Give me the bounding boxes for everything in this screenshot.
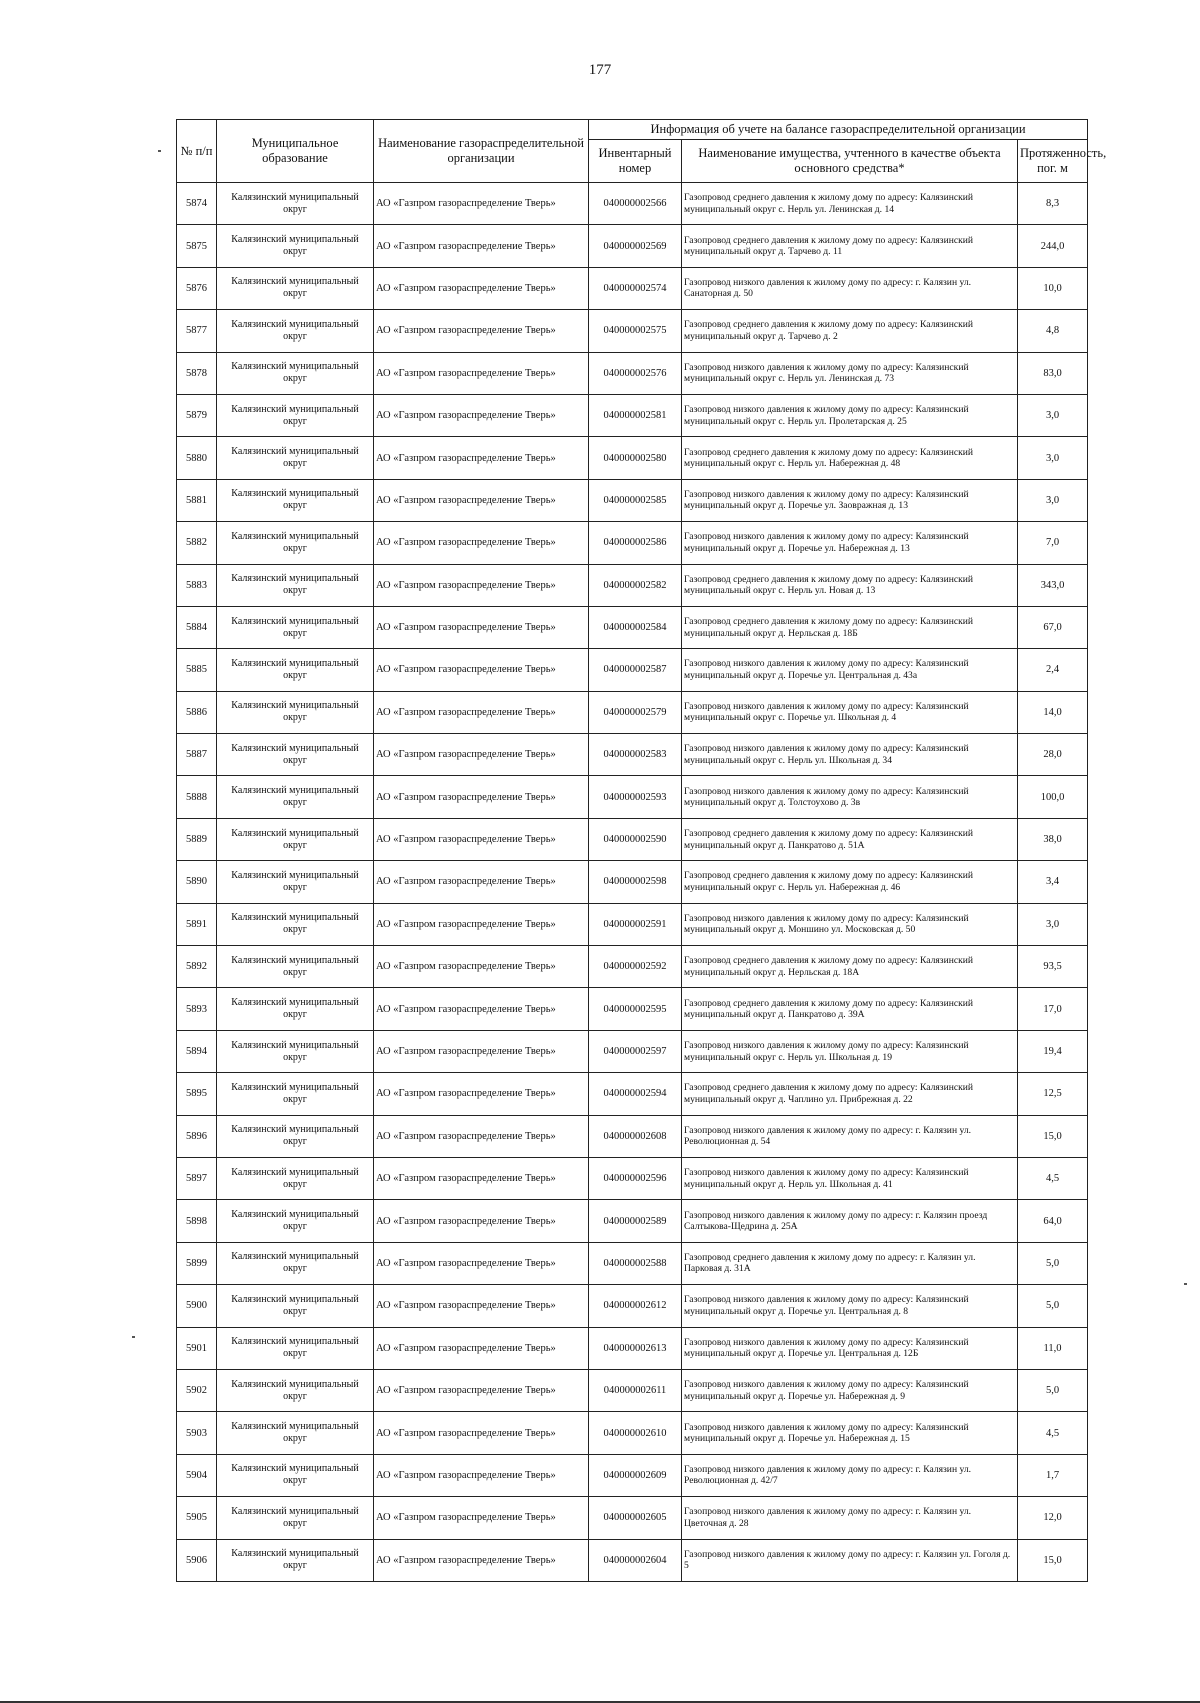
property-description-cell: Газопровод среднего давления к жилому дому по адресу: Калязинский муниципальный округ с. Нерль ул. Новая д. 13 — [682, 564, 1018, 606]
inventory-number-cell: 040000002576 — [589, 352, 682, 394]
inventory-number-cell: 040000002610 — [589, 1412, 682, 1454]
property-description-cell: Газопровод среднего давления к жилому дому по адресу: Калязинский муниципальный округ д. Панкратово д. 51А — [682, 818, 1018, 860]
table-row — [177, 691, 1088, 733]
inventory-number-cell: 040000002574 — [589, 267, 682, 309]
organization-cell: АО «Газпром газораспределение Тверь» — [374, 1115, 589, 1157]
municipality-cell: Калязинский муниципальный округ — [217, 310, 374, 352]
municipality-cell: Калязинский муниципальный округ — [217, 691, 374, 733]
inventory-number-cell: 040000002611 — [589, 1369, 682, 1411]
organization-cell: АО «Газпром газораспределение Тверь» — [374, 1327, 589, 1369]
table-row — [177, 818, 1088, 860]
property-description-cell: Газопровод среднего давления к жилому дому по адресу: Калязинский муниципальный округ д. Нерльская д. 18А — [682, 946, 1018, 988]
table-row — [177, 564, 1088, 606]
row-number: 5887 — [177, 734, 217, 776]
length-cell: 67,0 — [1018, 606, 1088, 648]
row-number: 5894 — [177, 1030, 217, 1072]
organization-cell: АО «Газпром газораспределение Тверь» — [374, 1412, 589, 1454]
municipality-cell: Калязинский муниципальный округ — [217, 394, 374, 436]
row-number: 5875 — [177, 225, 217, 267]
property-description-cell: Газопровод среднего давления к жилому дому по адресу: Калязинский муниципальный округ с. Нерль ул. Ленинская д. 14 — [682, 183, 1018, 225]
length-cell: 244,0 — [1018, 225, 1088, 267]
property-description-cell: Газопровод среднего давления к жилому дому по адресу: Калязинский муниципальный округ д. Нерльская д. 18Б — [682, 606, 1018, 648]
organization-cell: АО «Газпром газораспределение Тверь» — [374, 903, 589, 945]
row-number: 5899 — [177, 1242, 217, 1284]
table-row — [177, 437, 1088, 479]
row-number: 5901 — [177, 1327, 217, 1369]
table-body — [177, 183, 1088, 1582]
inventory-number-cell: 040000002592 — [589, 946, 682, 988]
inventory-number-cell: 040000002613 — [589, 1327, 682, 1369]
municipality-cell: Калязинский муниципальный округ — [217, 1200, 374, 1242]
municipality-cell: Калязинский муниципальный округ — [217, 861, 374, 903]
organization-cell: АО «Газпром газораспределение Тверь» — [374, 479, 589, 521]
organization-cell: АО «Газпром газораспределение Тверь» — [374, 183, 589, 225]
length-cell: 10,0 — [1018, 267, 1088, 309]
inventory-number-cell: 040000002608 — [589, 1115, 682, 1157]
row-number: 5885 — [177, 649, 217, 691]
organization-cell: АО «Газпром газораспределение Тверь» — [374, 310, 589, 352]
inventory-number-cell: 040000002586 — [589, 522, 682, 564]
row-number: 5898 — [177, 1200, 217, 1242]
property-description-cell: Газопровод низкого давления к жилому дому по адресу: Калязинский муниципальный округ д. Поречье ул. Заовражная д. 13 — [682, 479, 1018, 521]
row-number: 5890 — [177, 861, 217, 903]
table-row — [177, 479, 1088, 521]
property-description-cell: Газопровод низкого давления к жилому дому по адресу: Калязинский муниципальный округ д. Толстоухово д. 3в — [682, 776, 1018, 818]
municipality-cell: Калязинский муниципальный округ — [217, 1157, 374, 1199]
table-row — [177, 606, 1088, 648]
organization-cell: АО «Газпром газораспределение Тверь» — [374, 437, 589, 479]
property-description-cell: Газопровод низкого давления к жилому дому по адресу: Калязинский муниципальный округ д. Поречье ул. Центральная д. 8 — [682, 1285, 1018, 1327]
inventory-number-cell: 040000002612 — [589, 1285, 682, 1327]
table-row — [177, 352, 1088, 394]
property-description-cell: Газопровод низкого давления к жилому дому по адресу: г. Калязин ул. Цветочная д. 28 — [682, 1497, 1018, 1539]
property-description-cell: Газопровод низкого давления к жилому дому по адресу: Калязинский муниципальный округ д. Поречье ул. Набережная д. 9 — [682, 1369, 1018, 1411]
length-cell: 5,0 — [1018, 1369, 1088, 1411]
inventory-number-cell: 040000002575 — [589, 310, 682, 352]
length-cell: 17,0 — [1018, 988, 1088, 1030]
organization-cell: АО «Газпром газораспределение Тверь» — [374, 522, 589, 564]
inventory-number-cell: 040000002597 — [589, 1030, 682, 1072]
length-cell: 7,0 — [1018, 522, 1088, 564]
organization-cell: АО «Газпром газораспределение Тверь» — [374, 1285, 589, 1327]
header-length: Протяженность, пог. м — [1018, 140, 1088, 183]
organization-cell: АО «Газпром газораспределение Тверь» — [374, 776, 589, 818]
row-number: 5893 — [177, 988, 217, 1030]
inventory-number-cell: 040000002585 — [589, 479, 682, 521]
municipality-cell: Калязинский муниципальный округ — [217, 946, 374, 988]
inventory-number-cell: 040000002583 — [589, 734, 682, 776]
property-description-cell: Газопровод низкого давления к жилому дому по адресу: Калязинский муниципальный округ с. Нерль ул. Ленинская д. 73 — [682, 352, 1018, 394]
row-number: 5902 — [177, 1369, 217, 1411]
table-row — [177, 1030, 1088, 1072]
municipality-cell: Калязинский муниципальный округ — [217, 818, 374, 860]
organization-cell: АО «Газпром газораспределение Тверь» — [374, 606, 589, 648]
municipality-cell: Калязинский муниципальный округ — [217, 352, 374, 394]
inventory-number-cell: 040000002591 — [589, 903, 682, 945]
table-row — [177, 1200, 1088, 1242]
organization-cell: АО «Газпром газораспределение Тверь» — [374, 1497, 589, 1539]
length-cell: 4,8 — [1018, 310, 1088, 352]
municipality-cell: Калязинский муниципальный округ — [217, 225, 374, 267]
municipality-cell: Калязинский муниципальный округ — [217, 606, 374, 648]
property-description-cell: Газопровод среднего давления к жилому дому по адресу: Калязинский муниципальный округ д. Чаплино ул. Прибрежная д. 22 — [682, 1073, 1018, 1115]
table-row — [177, 225, 1088, 267]
municipality-cell: Калязинский муниципальный округ — [217, 1073, 374, 1115]
property-description-cell: Газопровод низкого давления к жилому дому по адресу: Калязинский муниципальный округ д. Нерль ул. Школьная д. 41 — [682, 1157, 1018, 1199]
row-number: 5884 — [177, 606, 217, 648]
length-cell: 3,4 — [1018, 861, 1088, 903]
property-description-cell: Газопровод среднего давления к жилому дому по адресу: Калязинский муниципальный округ д. Панкратово д. 39А — [682, 988, 1018, 1030]
inventory-number-cell: 040000002582 — [589, 564, 682, 606]
property-registry-table — [176, 119, 1107, 1582]
length-cell: 3,0 — [1018, 479, 1088, 521]
header-num: № п/п — [177, 120, 217, 183]
inventory-number-cell: 040000002566 — [589, 183, 682, 225]
table-row — [177, 310, 1088, 352]
row-number: 5900 — [177, 1285, 217, 1327]
length-cell: 28,0 — [1018, 734, 1088, 776]
inventory-number-cell: 040000002598 — [589, 861, 682, 903]
municipality-cell: Калязинский муниципальный округ — [217, 776, 374, 818]
header-inventory: Инвентарный номер — [589, 140, 682, 183]
inventory-number-cell: 040000002579 — [589, 691, 682, 733]
property-description-cell: Газопровод низкого давления к жилому дому по адресу: Калязинский муниципальный округ д. Поречье ул. Центральная д. 12Б — [682, 1327, 1018, 1369]
row-number: 5905 — [177, 1497, 217, 1539]
header-organization: Наименование газораспределительной организации — [374, 120, 589, 183]
row-number: 5897 — [177, 1157, 217, 1199]
inventory-number-cell: 040000002580 — [589, 437, 682, 479]
length-cell: 3,0 — [1018, 903, 1088, 945]
property-description-cell: Газопровод низкого давления к жилому дому по адресу: Калязинский муниципальный округ с. Поречье ул. Школьная д. 4 — [682, 691, 1018, 733]
inventory-number-cell: 040000002589 — [589, 1200, 682, 1242]
table-row — [177, 1369, 1088, 1411]
municipality-cell: Калязинский муниципальный округ — [217, 1539, 374, 1581]
table-row — [177, 183, 1088, 225]
table-row — [177, 1157, 1088, 1199]
table-row — [177, 1497, 1088, 1539]
organization-cell: АО «Газпром газораспределение Тверь» — [374, 734, 589, 776]
municipality-cell: Калязинский муниципальный округ — [217, 649, 374, 691]
municipality-cell: Калязинский муниципальный округ — [217, 903, 374, 945]
property-description-cell: Газопровод низкого давления к жилому дому по адресу: Калязинский муниципальный округ с. Нерль ул. Школьная д. 19 — [682, 1030, 1018, 1072]
organization-cell: АО «Газпром газораспределение Тверь» — [374, 649, 589, 691]
length-cell: 38,0 — [1018, 818, 1088, 860]
municipality-cell: Калязинский муниципальный округ — [217, 437, 374, 479]
property-description-cell: Газопровод низкого давления к жилому дому по адресу: г. Калязин ул. Революционная д. 42/7 — [682, 1454, 1018, 1496]
table-row — [177, 1327, 1088, 1369]
table-row — [177, 861, 1088, 903]
inventory-number-cell: 040000002569 — [589, 225, 682, 267]
table-row — [177, 988, 1088, 1030]
length-cell: 11,0 — [1018, 1327, 1088, 1369]
property-description-cell: Газопровод низкого давления к жилому дому по адресу: Калязинский муниципальный округ д. Моншино ул. Московская д. 50 — [682, 903, 1018, 945]
table-row — [177, 1539, 1088, 1581]
municipality-cell: Калязинский муниципальный округ — [217, 1412, 374, 1454]
row-number: 5895 — [177, 1073, 217, 1115]
length-cell: 5,0 — [1018, 1285, 1088, 1327]
scan-speck — [1184, 1283, 1187, 1285]
length-cell: 12,0 — [1018, 1497, 1088, 1539]
table-row — [177, 776, 1088, 818]
organization-cell: АО «Газпром газораспределение Тверь» — [374, 225, 589, 267]
header-municipality: Муниципальное образование — [217, 120, 374, 183]
organization-cell: АО «Газпром газораспределение Тверь» — [374, 691, 589, 733]
organization-cell: АО «Газпром газораспределение Тверь» — [374, 352, 589, 394]
municipality-cell: Калязинский муниципальный округ — [217, 1242, 374, 1284]
row-number: 5881 — [177, 479, 217, 521]
table-row — [177, 1454, 1088, 1496]
property-description-cell: Газопровод низкого давления к жилому дому по адресу: Калязинский муниципальный округ с. Нерль ул. Школьная д. 34 — [682, 734, 1018, 776]
municipality-cell: Калязинский муниципальный округ — [217, 1327, 374, 1369]
length-cell: 5,0 — [1018, 1242, 1088, 1284]
municipality-cell: Калязинский муниципальный округ — [217, 988, 374, 1030]
row-number: 5886 — [177, 691, 217, 733]
row-number: 5892 — [177, 946, 217, 988]
property-description-cell: Газопровод низкого давления к жилому дому по адресу: Калязинский муниципальный округ д. Поречье ул. Набережная д. 15 — [682, 1412, 1018, 1454]
scan-speck — [158, 150, 161, 152]
property-description-cell: Газопровод низкого давления к жилому дому по адресу: Калязинский муниципальный округ д. Поречье ул. Набережная д. 13 — [682, 522, 1018, 564]
inventory-number-cell: 040000002605 — [589, 1497, 682, 1539]
inventory-number-cell: 040000002588 — [589, 1242, 682, 1284]
property-description-cell: Газопровод низкого давления к жилому дому по адресу: г. Калязин проезд Салтыкова-Щедрина д. 25А — [682, 1200, 1018, 1242]
page-number: 177 — [588, 62, 612, 78]
organization-cell: АО «Газпром газораспределение Тверь» — [374, 564, 589, 606]
municipality-cell: Калязинский муниципальный округ — [217, 1285, 374, 1327]
organization-cell: АО «Газпром газораспределение Тверь» — [374, 1539, 589, 1581]
length-cell: 12,5 — [1018, 1073, 1088, 1115]
property-description-cell: Газопровод низкого давления к жилому дому по адресу: г. Калязин ул. Санаторная д. 50 — [682, 267, 1018, 309]
table-row — [177, 267, 1088, 309]
municipality-cell: Калязинский муниципальный округ — [217, 1115, 374, 1157]
length-cell: 14,0 — [1018, 691, 1088, 733]
inventory-number-cell: 040000002590 — [589, 818, 682, 860]
table-header — [177, 120, 1107, 183]
inventory-number-cell: 040000002594 — [589, 1073, 682, 1115]
table-row — [177, 1285, 1088, 1327]
length-cell: 83,0 — [1018, 352, 1088, 394]
row-number: 5877 — [177, 310, 217, 352]
municipality-cell: Калязинский муниципальный округ — [217, 1454, 374, 1496]
table-row — [177, 394, 1088, 436]
inventory-number-cell: 040000002584 — [589, 606, 682, 648]
organization-cell: АО «Газпром газораспределение Тверь» — [374, 1030, 589, 1072]
inventory-number-cell: 040000002609 — [589, 1454, 682, 1496]
row-number: 5891 — [177, 903, 217, 945]
table-row — [177, 903, 1088, 945]
row-number: 5906 — [177, 1539, 217, 1581]
length-cell: 93,5 — [1018, 946, 1088, 988]
table-row — [177, 734, 1088, 776]
row-number: 5896 — [177, 1115, 217, 1157]
property-description-cell: Газопровод среднего давления к жилому дому по адресу: Калязинский муниципальный округ с. Нерль ул. Набережная д. 46 — [682, 861, 1018, 903]
municipality-cell: Калязинский муниципальный округ — [217, 564, 374, 606]
municipality-cell: Калязинский муниципальный округ — [217, 522, 374, 564]
organization-cell: АО «Газпром газораспределение Тверь» — [374, 861, 589, 903]
length-cell: 343,0 — [1018, 564, 1088, 606]
length-cell: 3,0 — [1018, 437, 1088, 479]
inventory-number-cell: 040000002604 — [589, 1539, 682, 1581]
length-cell: 15,0 — [1018, 1115, 1088, 1157]
municipality-cell: Калязинский муниципальный округ — [217, 267, 374, 309]
inventory-number-cell: 040000002596 — [589, 1157, 682, 1199]
length-cell: 100,0 — [1018, 776, 1088, 818]
organization-cell: АО «Газпром газораспределение Тверь» — [374, 988, 589, 1030]
table-row — [177, 946, 1088, 988]
property-description-cell: Газопровод среднего давления к жилому дому по адресу: г. Калязин ул. Парковая д. 31А — [682, 1242, 1018, 1284]
organization-cell: АО «Газпром газораспределение Тверь» — [374, 1157, 589, 1199]
row-number: 5874 — [177, 183, 217, 225]
property-description-cell: Газопровод низкого давления к жилому дому по адресу: Калязинский муниципальный округ д. Поречье ул. Центральная д. 43а — [682, 649, 1018, 691]
organization-cell: АО «Газпром газораспределение Тверь» — [374, 1454, 589, 1496]
row-number: 5888 — [177, 776, 217, 818]
organization-cell: АО «Газпром газораспределение Тверь» — [374, 1242, 589, 1284]
property-description-cell: Газопровод низкого давления к жилому дому по адресу: г. Калязин ул. Гоголя д. 5 — [682, 1539, 1018, 1581]
organization-cell: АО «Газпром газораспределение Тверь» — [374, 1369, 589, 1411]
header-info-group: Информация об учете на балансе газораспределительной организации — [589, 120, 1088, 140]
property-description-cell: Газопровод низкого давления к жилому дому по адресу: Калязинский муниципальный округ с. Нерль ул. Пролетарская д. 25 — [682, 394, 1018, 436]
row-number: 5882 — [177, 522, 217, 564]
row-number: 5878 — [177, 352, 217, 394]
organization-cell: АО «Газпром газораспределение Тверь» — [374, 267, 589, 309]
inventory-number-cell: 040000002593 — [589, 776, 682, 818]
row-number: 5879 — [177, 394, 217, 436]
organization-cell: АО «Газпром газораспределение Тверь» — [374, 946, 589, 988]
header-property: Наименование имущества, учтенного в качестве объекта основного средства* — [682, 140, 1018, 183]
length-cell: 15,0 — [1018, 1539, 1088, 1581]
property-description-cell: Газопровод среднего давления к жилому дому по адресу: Калязинский муниципальный округ с. Нерль ул. Набережная д. 48 — [682, 437, 1018, 479]
row-number: 5903 — [177, 1412, 217, 1454]
length-cell: 8,3 — [1018, 183, 1088, 225]
length-cell: 2,4 — [1018, 649, 1088, 691]
municipality-cell: Калязинский муниципальный округ — [217, 1497, 374, 1539]
inventory-number-cell: 040000002595 — [589, 988, 682, 1030]
table-row — [177, 1115, 1088, 1157]
row-number: 5883 — [177, 564, 217, 606]
length-cell: 64,0 — [1018, 1200, 1088, 1242]
row-number: 5880 — [177, 437, 217, 479]
length-cell: 4,5 — [1018, 1157, 1088, 1199]
property-description-cell: Газопровод низкого давления к жилому дому по адресу: г. Калязин ул. Революционная д. 54 — [682, 1115, 1018, 1157]
municipality-cell: Калязинский муниципальный округ — [217, 183, 374, 225]
property-description-cell: Газопровод среднего давления к жилому дому по адресу: Калязинский муниципальный округ д. Тарчево д. 11 — [682, 225, 1018, 267]
table-row — [177, 649, 1088, 691]
row-number: 5904 — [177, 1454, 217, 1496]
organization-cell: АО «Газпром газораспределение Тверь» — [374, 1200, 589, 1242]
row-number: 5889 — [177, 818, 217, 860]
table-row — [177, 522, 1088, 564]
municipality-cell: Калязинский муниципальный округ — [217, 734, 374, 776]
length-cell: 1,7 — [1018, 1454, 1088, 1496]
organization-cell: АО «Газпром газораспределение Тверь» — [374, 394, 589, 436]
organization-cell: АО «Газпром газораспределение Тверь» — [374, 1073, 589, 1115]
scan-speck — [132, 1336, 135, 1338]
municipality-cell: Калязинский муниципальный округ — [217, 1369, 374, 1411]
length-cell: 19,4 — [1018, 1030, 1088, 1072]
inventory-number-cell: 040000002587 — [589, 649, 682, 691]
municipality-cell: Калязинский муниципальный округ — [217, 1030, 374, 1072]
inventory-number-cell: 040000002581 — [589, 394, 682, 436]
length-cell: 4,5 — [1018, 1412, 1088, 1454]
row-number: 5876 — [177, 267, 217, 309]
table-row — [177, 1242, 1088, 1284]
property-description-cell: Газопровод среднего давления к жилому дому по адресу: Калязинский муниципальный округ д. Тарчево д. 2 — [682, 310, 1018, 352]
municipality-cell: Калязинский муниципальный округ — [217, 479, 374, 521]
length-cell: 3,0 — [1018, 394, 1088, 436]
table-row — [177, 1073, 1088, 1115]
organization-cell: АО «Газпром газораспределение Тверь» — [374, 818, 589, 860]
table-row — [177, 1412, 1088, 1454]
